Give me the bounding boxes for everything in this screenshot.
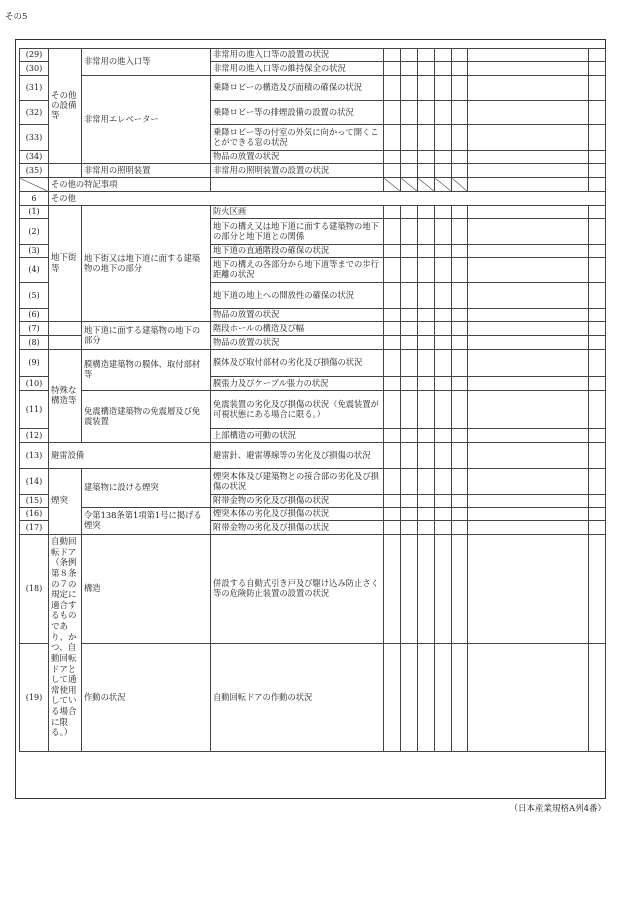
check-cell[interactable] xyxy=(589,101,606,125)
inspection-item: 煙突本体及び建築物との接合部の劣化及び損傷の状況 xyxy=(211,469,384,495)
check-cell[interactable] xyxy=(452,164,468,178)
category-lightning: 避雷設備 xyxy=(49,443,211,469)
check-cell[interactable] xyxy=(418,350,435,377)
check-cell[interactable] xyxy=(435,62,452,76)
check-cell[interactable] xyxy=(589,391,606,429)
check-cell[interactable] xyxy=(589,495,606,508)
diagonal-cell xyxy=(20,178,49,192)
check-cell[interactable] xyxy=(435,245,452,258)
check-cell[interactable] xyxy=(452,283,468,309)
check-cell[interactable] xyxy=(435,309,452,322)
notes-cell[interactable] xyxy=(468,322,589,336)
notes-cell[interactable] xyxy=(468,391,589,429)
inspection-item: 併設する自動式引き戸及び駆け込み防止さく等の危険防止装置の設置の状況 xyxy=(211,535,384,644)
diagonal-cell xyxy=(452,178,468,192)
bottom-padding xyxy=(20,752,606,771)
notes-cell[interactable] xyxy=(468,62,589,76)
check-cell[interactable] xyxy=(589,164,606,178)
diagonal-cell xyxy=(418,178,435,192)
table-row xyxy=(20,644,606,752)
blank-cell xyxy=(49,164,82,178)
check-cell[interactable] xyxy=(384,377,401,391)
row-number: (18) xyxy=(20,535,49,644)
category-other-equipment: その他の設備等 xyxy=(49,49,82,164)
check-cell[interactable] xyxy=(418,377,435,391)
check-cell[interactable] xyxy=(418,258,435,283)
inspection-item: 地下道の地上への開放性の確保の状況 xyxy=(211,283,384,309)
check-cell[interactable] xyxy=(589,350,606,377)
check-cell[interactable] xyxy=(435,219,452,245)
check-cell[interactable] xyxy=(384,125,401,151)
check-cell[interactable] xyxy=(589,76,606,101)
check-cell[interactable] xyxy=(418,495,435,508)
check-cell[interactable] xyxy=(589,508,606,521)
blank-cell xyxy=(49,336,82,350)
check-cell[interactable] xyxy=(589,125,606,151)
group-operation: 作動の状況 xyxy=(82,644,211,752)
check-cell[interactable] xyxy=(401,164,418,178)
inspection-item: 上部構造の可動の状況 xyxy=(211,429,384,443)
inspection-table xyxy=(19,48,606,771)
check-cell[interactable] xyxy=(401,245,418,258)
check-cell[interactable] xyxy=(401,322,418,336)
row-number: (3) xyxy=(20,245,49,258)
notes-cell[interactable] xyxy=(468,258,589,283)
check-cell[interactable] xyxy=(401,125,418,151)
check-cell[interactable] xyxy=(384,535,401,644)
check-cell[interactable] xyxy=(384,101,401,125)
check-cell[interactable] xyxy=(589,245,606,258)
check-cell[interactable] xyxy=(589,336,606,350)
check-cell[interactable] xyxy=(401,377,418,391)
check-cell[interactable] xyxy=(452,521,468,535)
category-special-structure: 特殊な構造等 xyxy=(49,350,82,443)
check-cell[interactable] xyxy=(589,309,606,322)
check-cell[interactable] xyxy=(401,206,418,219)
check-cell[interactable] xyxy=(401,429,418,443)
check-cell[interactable] xyxy=(401,151,418,164)
check-cell[interactable] xyxy=(418,508,435,521)
check-cell[interactable] xyxy=(452,377,468,391)
check-cell[interactable] xyxy=(384,443,401,469)
check-cell[interactable] xyxy=(435,322,452,336)
inspection-item: 免震装置の劣化及び損傷の状況（免震装置が可視状態にある場合に限る。） xyxy=(211,391,384,429)
check-cell[interactable] xyxy=(452,469,468,495)
inspection-item: 乗降ロビーの構造及び面積の確保の状況 xyxy=(211,76,384,101)
check-cell[interactable] xyxy=(589,377,606,391)
inspection-item: 附帯金物の劣化及び損傷の状況 xyxy=(211,495,384,508)
check-cell[interactable] xyxy=(435,350,452,377)
check-cell[interactable] xyxy=(384,49,401,62)
row-number: (10) xyxy=(20,377,49,391)
check-cell[interactable] xyxy=(384,309,401,322)
row-number: (5) xyxy=(20,283,49,309)
check-cell[interactable] xyxy=(401,495,418,508)
diagonal-cell xyxy=(435,178,452,192)
inspection-item: 自動回転ドアの作動の状況 xyxy=(211,644,384,752)
check-cell[interactable] xyxy=(452,219,468,245)
check-cell[interactable] xyxy=(401,49,418,62)
check-cell[interactable] xyxy=(589,219,606,245)
check-cell[interactable] xyxy=(435,644,452,752)
inspection-item: 乗降ロビー等の排煙設備の設置の状況 xyxy=(211,101,384,125)
row-number: (14) xyxy=(20,469,49,495)
section-number: 6 xyxy=(20,192,49,206)
inspection-item: 附帯金物の劣化及び損傷の状況 xyxy=(211,521,384,535)
inspection-item: 非常用の進入口等の維持保全の状況 xyxy=(211,62,384,76)
check-cell[interactable] xyxy=(435,164,452,178)
inspection-item: 膜張力及びケーブル張力の状況 xyxy=(211,377,384,391)
check-cell[interactable] xyxy=(384,495,401,508)
inspection-item: 乗降ロビー等の付室の外気に向かって開くことができる窓の状況 xyxy=(211,125,384,151)
bottom-padding-row xyxy=(20,752,606,771)
check-cell[interactable] xyxy=(401,644,418,752)
group-chimney-article: 令第138条第1項第1号に掲げる煙突 xyxy=(82,508,211,535)
check-cell[interactable] xyxy=(418,535,435,644)
check-cell[interactable] xyxy=(435,443,452,469)
page-label: その5 xyxy=(5,12,28,22)
check-cell[interactable] xyxy=(452,508,468,521)
check-cell[interactable] xyxy=(401,283,418,309)
notes-cell[interactable] xyxy=(468,309,589,322)
check-cell[interactable] xyxy=(452,125,468,151)
inspection-item: 避雷針、避雷導線等の劣化及び損傷の状況 xyxy=(211,443,384,469)
check-cell[interactable] xyxy=(401,219,418,245)
check-cell[interactable] xyxy=(435,206,452,219)
check-cell[interactable] xyxy=(452,76,468,101)
check-cell[interactable] xyxy=(384,206,401,219)
check-cell[interactable] xyxy=(401,469,418,495)
check-cell[interactable] xyxy=(452,535,468,644)
check-cell[interactable] xyxy=(384,322,401,336)
table-row xyxy=(20,322,606,336)
check-cell[interactable] xyxy=(384,521,401,535)
row-number: (33) xyxy=(20,125,49,151)
inspection-item: 物品の放置の状況 xyxy=(211,309,384,322)
inspection-item: 非常用の進入口等の設置の状況 xyxy=(211,49,384,62)
check-cell[interactable] xyxy=(401,309,418,322)
check-cell[interactable] xyxy=(589,151,606,164)
check-cell[interactable] xyxy=(418,322,435,336)
row-number: (29) xyxy=(20,49,49,62)
notes-cell[interactable] xyxy=(468,644,589,752)
check-cell[interactable] xyxy=(384,219,401,245)
diagonal-cell xyxy=(401,178,418,192)
notes-cell[interactable] xyxy=(468,429,589,443)
notes-cell[interactable] xyxy=(468,535,589,644)
row-number: (1) xyxy=(20,206,49,219)
check-cell[interactable] xyxy=(452,309,468,322)
check-cell[interactable] xyxy=(589,258,606,283)
row-number: (9) xyxy=(20,350,49,377)
inspection-item: 地下の構え又は地下道に面する建築物の地下の部分と地下道との関係 xyxy=(211,219,384,245)
check-cell[interactable] xyxy=(452,350,468,377)
row-number: (6) xyxy=(20,309,49,322)
check-cell[interactable] xyxy=(435,535,452,644)
group-emergency-lighting: 非常用の照明装置 xyxy=(82,164,211,178)
check-cell[interactable] xyxy=(418,206,435,219)
section-title: その他 xyxy=(49,192,606,206)
check-cell[interactable] xyxy=(384,391,401,429)
check-cell[interactable] xyxy=(418,62,435,76)
check-cell[interactable] xyxy=(384,336,401,350)
check-cell[interactable] xyxy=(401,521,418,535)
inspection-item: 階段ホールの構造及び幅 xyxy=(211,322,384,336)
check-cell[interactable] xyxy=(435,258,452,283)
check-cell[interactable] xyxy=(589,644,606,752)
check-cell[interactable] xyxy=(435,508,452,521)
check-cell[interactable] xyxy=(452,101,468,125)
table-row xyxy=(20,350,606,377)
check-cell[interactable] xyxy=(452,443,468,469)
check-cell[interactable] xyxy=(589,62,606,76)
row-number: (15) xyxy=(20,495,49,508)
inspection-item: 地下の構えの各部分から地下道等までの歩行距離の状況 xyxy=(211,258,384,283)
inspection-item: 防火区画 xyxy=(211,206,384,219)
check-cell[interactable] xyxy=(589,206,606,219)
check-cell[interactable] xyxy=(418,76,435,101)
notes-cell[interactable] xyxy=(468,125,589,151)
blank-cell xyxy=(49,322,82,336)
check-cell[interactable] xyxy=(401,101,418,125)
check-cell[interactable] xyxy=(435,377,452,391)
notes-cell[interactable] xyxy=(468,521,589,535)
notes-cell[interactable] xyxy=(468,49,589,62)
category-chimney: 煙突 xyxy=(49,469,82,535)
diagonal-cell xyxy=(384,178,401,192)
check-cell[interactable] xyxy=(435,469,452,495)
inspection-item: 物品の放置の状況 xyxy=(211,151,384,164)
check-cell[interactable] xyxy=(589,535,606,644)
check-cell[interactable] xyxy=(452,336,468,350)
category-revolving-door xyxy=(49,535,82,752)
notes-cell[interactable] xyxy=(468,350,589,377)
check-cell[interactable] xyxy=(452,206,468,219)
check-cell[interactable] xyxy=(418,644,435,752)
check-cell[interactable] xyxy=(589,429,606,443)
notes-cell[interactable] xyxy=(468,76,589,101)
check-cell[interactable] xyxy=(384,62,401,76)
inspection-item: 非常用の照明装置の設置の状況 xyxy=(211,164,384,178)
special-notes-row xyxy=(20,178,606,192)
check-cell[interactable] xyxy=(589,521,606,535)
check-cell[interactable] xyxy=(452,495,468,508)
check-cell[interactable] xyxy=(418,309,435,322)
check-cell[interactable] xyxy=(418,283,435,309)
inspection-item: 膜体及び取付部材の劣化及び損傷の状況 xyxy=(211,350,384,377)
check-cell[interactable] xyxy=(589,443,606,469)
check-cell[interactable] xyxy=(418,443,435,469)
check-cell[interactable] xyxy=(401,535,418,644)
table-row xyxy=(20,206,606,219)
check-cell[interactable] xyxy=(589,49,606,62)
row-number: (16) xyxy=(20,508,49,521)
check-cell[interactable] xyxy=(452,258,468,283)
row-number: (35) xyxy=(20,164,49,178)
row-number: (2) xyxy=(20,219,49,245)
group-emergency-elevator: 非常用エレベーター xyxy=(82,76,211,164)
check-cell[interactable] xyxy=(418,391,435,429)
check-cell[interactable] xyxy=(401,443,418,469)
table-row xyxy=(20,391,606,429)
table-row xyxy=(20,535,606,644)
check-cell[interactable] xyxy=(452,429,468,443)
check-cell[interactable] xyxy=(435,429,452,443)
group-chimney-building: 建築物に設ける煙突 xyxy=(82,469,211,508)
check-cell[interactable] xyxy=(418,336,435,350)
notes-cell[interactable] xyxy=(468,283,589,309)
check-cell[interactable] xyxy=(401,350,418,377)
inspection-item: 物品の放置の状況 xyxy=(211,336,384,350)
notes-cell[interactable] xyxy=(468,178,589,192)
check-cell[interactable] xyxy=(435,521,452,535)
check-cell[interactable] xyxy=(401,391,418,429)
notes-cell[interactable] xyxy=(468,508,589,521)
table-row xyxy=(20,469,606,495)
check-cell[interactable] xyxy=(589,283,606,309)
category-revolving-door-text: 自動回転ドア（条例第８条の７の規定に適合するものであり、かつ、自動回転ドアとして通常使用している場合に限る。） xyxy=(51,537,77,739)
row-number: (19) xyxy=(20,644,49,752)
check-cell[interactable] xyxy=(384,429,401,443)
row-number: (32) xyxy=(20,101,49,125)
check-cell[interactable] xyxy=(418,469,435,495)
table-row xyxy=(20,443,606,469)
row-number: (17) xyxy=(20,521,49,535)
check-cell[interactable] xyxy=(435,283,452,309)
check-cell[interactable] xyxy=(435,151,452,164)
check-cell[interactable] xyxy=(452,62,468,76)
inspection-item: 煙突本体の劣化及び損傷の状況 xyxy=(211,508,384,521)
notes-cell[interactable] xyxy=(468,377,589,391)
check-cell[interactable] xyxy=(384,151,401,164)
check-cell[interactable] xyxy=(384,76,401,101)
row-number: (13) xyxy=(20,443,49,469)
check-cell[interactable] xyxy=(384,469,401,495)
check-cell[interactable] xyxy=(435,101,452,125)
check-cell[interactable] xyxy=(418,125,435,151)
notes-cell[interactable] xyxy=(468,206,589,219)
check-cell[interactable] xyxy=(435,336,452,350)
check-cell[interactable] xyxy=(452,644,468,752)
check-cell[interactable] xyxy=(418,164,435,178)
group-underground-building: 地下街又は地下道に面する建築物の地下の部分 xyxy=(82,206,211,322)
notes-cell[interactable] xyxy=(468,245,589,258)
check-cell[interactable] xyxy=(435,391,452,429)
special-notes-label: その他の特記事項 xyxy=(49,178,211,192)
row-number: (8) xyxy=(20,336,49,350)
check-cell[interactable] xyxy=(384,350,401,377)
group-membrane: 膜構造建築物の膜体、取付部材等 xyxy=(82,350,211,391)
check-cell[interactable] xyxy=(452,391,468,429)
row-number: (11) xyxy=(20,391,49,429)
check-cell[interactable] xyxy=(418,151,435,164)
row-number: (31) xyxy=(20,76,49,101)
check-cell[interactable] xyxy=(452,245,468,258)
check-cell[interactable] xyxy=(401,62,418,76)
check-cell[interactable] xyxy=(418,245,435,258)
category-underground: 地下街等 xyxy=(49,206,82,322)
group-structure: 構造 xyxy=(82,535,211,644)
notes-cell[interactable] xyxy=(468,443,589,469)
check-cell[interactable] xyxy=(384,283,401,309)
notes-cell[interactable] xyxy=(468,101,589,125)
notes-cell[interactable] xyxy=(468,151,589,164)
check-cell[interactable] xyxy=(418,219,435,245)
check-cell[interactable] xyxy=(452,322,468,336)
check-cell[interactable] xyxy=(418,49,435,62)
table-row xyxy=(20,76,606,101)
check-cell[interactable] xyxy=(384,245,401,258)
check-cell[interactable] xyxy=(418,429,435,443)
table-row xyxy=(20,164,606,178)
table-row xyxy=(20,508,606,521)
check-cell[interactable] xyxy=(418,521,435,535)
check-cell[interactable] xyxy=(401,258,418,283)
group-seismic: 免震構造建築物の免震層及び免震装置 xyxy=(82,391,211,443)
check-cell[interactable] xyxy=(384,644,401,752)
row-number: (7) xyxy=(20,322,49,336)
footer-note: （日本産業規格A列4番） xyxy=(509,804,606,814)
check-cell[interactable] xyxy=(418,101,435,125)
check-cell[interactable] xyxy=(589,322,606,336)
check-cell[interactable] xyxy=(401,508,418,521)
check-cell[interactable] xyxy=(384,508,401,521)
table-row xyxy=(20,49,606,62)
notes-cell[interactable] xyxy=(468,164,589,178)
row-number: (34) xyxy=(20,151,49,164)
notes-cell[interactable] xyxy=(468,469,589,495)
check-cell[interactable] xyxy=(435,76,452,101)
check-cell[interactable] xyxy=(435,495,452,508)
check-cell[interactable] xyxy=(589,178,606,192)
section-header-row xyxy=(20,192,606,206)
check-cell[interactable] xyxy=(384,258,401,283)
group-emergency-entrance: 非常用の進入口等 xyxy=(82,49,211,76)
notes-cell[interactable] xyxy=(468,336,589,350)
check-cell[interactable] xyxy=(401,76,418,101)
check-cell[interactable] xyxy=(589,469,606,495)
notes-cell[interactable] xyxy=(468,219,589,245)
inspection-item: 地下道の直通階段の確保の状況 xyxy=(211,245,384,258)
row-number: (12) xyxy=(20,429,49,443)
row-number: (4) xyxy=(20,258,49,283)
notes-cell[interactable] xyxy=(468,495,589,508)
check-cell[interactable] xyxy=(435,125,452,151)
group-underground-facing: 地下道に面する建築物の地下の部分 xyxy=(82,322,211,350)
row-number: (30) xyxy=(20,62,49,76)
check-cell[interactable] xyxy=(452,49,468,62)
check-cell[interactable] xyxy=(435,49,452,62)
check-cell[interactable] xyxy=(401,336,418,350)
blank-cell xyxy=(211,178,384,192)
check-cell[interactable] xyxy=(384,164,401,178)
check-cell[interactable] xyxy=(452,151,468,164)
